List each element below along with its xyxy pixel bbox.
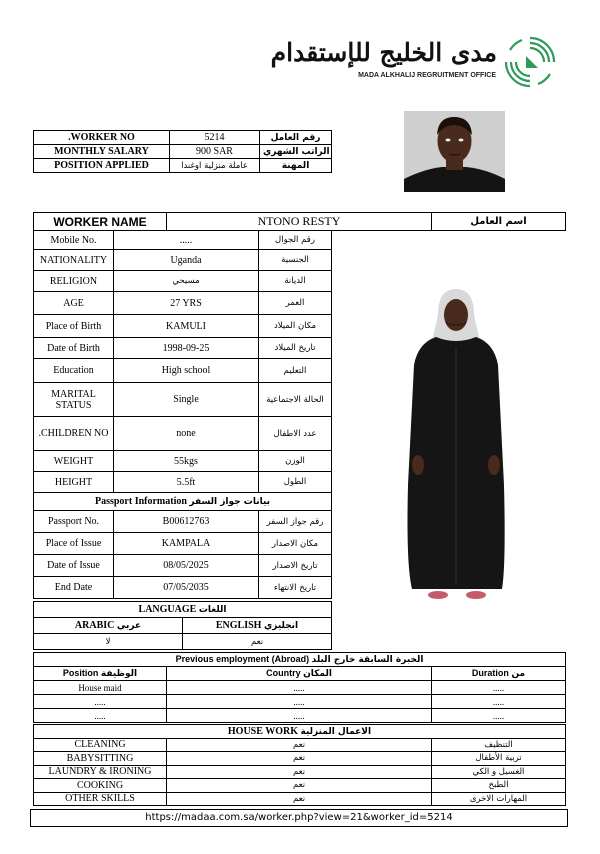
employment-duration: .....	[432, 695, 566, 709]
passport-value: B00612763	[114, 511, 259, 533]
previous-employment-table	[33, 652, 566, 723]
detail-label: MARITAL STATUS	[34, 383, 114, 417]
employment-country: .....	[167, 695, 432, 709]
salary-value: 900 SAR	[170, 145, 260, 159]
detail-label-ar: الطول	[259, 472, 332, 493]
employment-col-position-ar: الوظيفة	[100, 669, 138, 679]
house-work-value: نعم	[167, 765, 432, 779]
detail-value: 27 YRS	[114, 292, 259, 315]
house-work-label-ar: المهارات الاخرى	[432, 792, 566, 806]
employment-title-ar: الخبرة السابقة خارج البلد	[311, 655, 424, 665]
detail-label: Mobile No.	[34, 231, 114, 250]
detail-label: AGE	[34, 292, 114, 315]
detail-row	[34, 231, 332, 250]
logo-english-text: MADA ALKHALIJ REGRUITMENT OFFICE	[358, 72, 496, 79]
detail-row	[34, 250, 332, 271]
worker-name-label-ar: اسم العامل	[432, 213, 566, 231]
employment-col-position-en: Position	[62, 668, 99, 678]
salary-label: MONTHLY SALARY	[34, 145, 170, 159]
detail-value: Single	[114, 383, 259, 417]
detail-value: KAMULI	[114, 315, 259, 338]
language-arabic-header	[34, 618, 183, 634]
passport-label-ar: مكان الاصدار	[259, 533, 332, 555]
language-table	[33, 601, 332, 650]
language-title	[34, 602, 332, 618]
detail-row	[34, 472, 332, 493]
detail-label: RELIGION	[34, 271, 114, 292]
passport-title	[34, 493, 332, 511]
employment-row	[34, 681, 566, 695]
detail-row	[34, 417, 332, 451]
employment-position: House maid	[34, 681, 167, 695]
worker-no-label-ar: رقم العامل	[260, 131, 332, 145]
house-work-title	[34, 725, 566, 739]
worker-full-body-photo	[402, 285, 510, 605]
passport-label: Passport No.	[34, 511, 114, 533]
passport-label-ar: رقم جواز السفر	[259, 511, 332, 533]
detail-label-ar: التعليم	[259, 359, 332, 383]
house-work-table	[33, 724, 566, 806]
detail-row	[34, 451, 332, 472]
detail-row	[34, 315, 332, 338]
house-work-label-ar: الغسيل و الكي	[432, 765, 566, 779]
house-work-row	[34, 738, 566, 752]
position-row	[34, 159, 332, 173]
employment-col-duration-ar: من	[511, 669, 526, 679]
employment-title	[34, 653, 566, 667]
house-work-label: LAUNDRY & IRONING	[34, 765, 167, 779]
employment-title-en: Previous employment (Abroad)	[175, 654, 310, 664]
language-english-en: ENGLISH	[215, 620, 262, 631]
employment-position: .....	[34, 709, 167, 723]
house-work-value: نعم	[167, 792, 432, 806]
passport-value: 08/05/2025	[114, 555, 259, 577]
house-work-row	[34, 779, 566, 793]
passport-label-ar: تاريخ الاصدار	[259, 555, 332, 577]
detail-label: Date of Birth	[34, 338, 114, 359]
detail-label-ar: رقم الجوال	[259, 231, 332, 250]
house-work-label: OTHER SKILLS	[34, 792, 167, 806]
worker-no-value: 5214	[170, 131, 260, 145]
house-work-row	[34, 765, 566, 779]
language-english-ar: انجليزي	[263, 621, 299, 631]
house-work-row	[34, 752, 566, 766]
detail-row	[34, 292, 332, 315]
salary-row	[34, 145, 332, 159]
employment-col-country-en: Country	[266, 668, 301, 678]
passport-label: Date of Issue	[34, 555, 114, 577]
position-label-ar: المهنة	[260, 159, 332, 173]
detail-row	[34, 359, 332, 383]
passport-row	[34, 555, 332, 577]
worker-name-value: NTONO RESTY	[167, 213, 432, 231]
details-table	[33, 230, 332, 599]
summary-table	[33, 130, 332, 173]
detail-value: 55kgs	[114, 451, 259, 472]
house-work-label: BABYSITTING	[34, 752, 167, 766]
position-label: POSITION APPLIED	[34, 159, 170, 173]
language-title-en: LANGUAGE	[138, 604, 197, 615]
house-work-row	[34, 792, 566, 806]
house-work-label: CLEANING	[34, 738, 167, 752]
detail-row	[34, 338, 332, 359]
passport-row	[34, 511, 332, 533]
passport-title-ar: بيانات جواز السفر	[189, 497, 271, 507]
language-title-ar: اللغات	[198, 605, 227, 615]
employment-country: .....	[167, 681, 432, 695]
detail-label: Education	[34, 359, 114, 383]
employment-duration: .....	[432, 681, 566, 695]
detail-label-ar: عدد الاطفال	[259, 417, 332, 451]
logo-arabic-text: مدى الخليج للإستقدام	[270, 38, 497, 67]
employment-col-duration	[432, 667, 566, 681]
passport-label-ar: تاريخ الانتهاء	[259, 577, 332, 599]
employment-row	[34, 709, 566, 723]
worker-no-row	[34, 131, 332, 145]
detail-label-ar: الديانة	[259, 271, 332, 292]
detail-label-ar: الجنسية	[259, 250, 332, 271]
detail-label: Place of Birth	[34, 315, 114, 338]
detail-value: Uganda	[114, 250, 259, 271]
worker-no-label: .WORKER NO	[34, 131, 170, 145]
detail-value: none	[114, 417, 259, 451]
detail-label-ar: الوزن	[259, 451, 332, 472]
salary-label-ar: الراتب الشهري	[260, 145, 332, 159]
employment-col-country	[167, 667, 432, 681]
detail-value: 5.5ft	[114, 472, 259, 493]
passport-label: End Date	[34, 577, 114, 599]
worker-page-url[interactable]: https://madaa.com.sa/worker.php?view=21&worker_id=5214	[30, 809, 568, 827]
passport-value: KAMPALA	[114, 533, 259, 555]
house-work-label-ar: تربية الأطفال	[432, 752, 566, 766]
passport-value: 07/05/2035	[114, 577, 259, 599]
language-english-header	[183, 618, 332, 634]
worker-name-label: WORKER NAME	[34, 213, 167, 231]
house-work-value: نعم	[167, 738, 432, 752]
detail-label: .CHILDREN NO	[34, 417, 114, 451]
language-arabic-en: ARABIC	[74, 620, 115, 631]
employment-col-duration-en: Duration	[471, 668, 509, 678]
worker-headshot-photo	[404, 111, 505, 192]
passport-label: Place of Issue	[34, 533, 114, 555]
detail-value: 1998-09-25	[114, 338, 259, 359]
employment-position: .....	[34, 695, 167, 709]
detail-label: WEIGHT	[34, 451, 114, 472]
language-arabic-ar: عربي	[116, 621, 142, 631]
employment-row	[34, 695, 566, 709]
passport-row	[34, 533, 332, 555]
detail-row	[34, 271, 332, 292]
language-arabic-value: لا	[34, 634, 183, 650]
detail-label-ar: العمر	[259, 292, 332, 315]
detail-label: HEIGHT	[34, 472, 114, 493]
house-work-title-ar: الاعمال المنزلية	[300, 726, 372, 737]
house-work-label: COOKING	[34, 779, 167, 793]
company-logo-icon	[500, 32, 560, 92]
employment-duration: .....	[432, 709, 566, 723]
house-work-label-ar: الطبخ	[432, 779, 566, 793]
employment-col-position	[34, 667, 167, 681]
position-value: عاملة منزلية اوغندا	[170, 159, 260, 173]
detail-label-ar: تاريخ الميلاد	[259, 338, 332, 359]
detail-label-ar: مكان الميلاد	[259, 315, 332, 338]
employment-country: .....	[167, 709, 432, 723]
detail-label-ar: الحالة الاجتماعية	[259, 383, 332, 417]
house-work-value: نعم	[167, 752, 432, 766]
employment-col-country-ar: المكان	[303, 669, 332, 679]
worker-name-table	[33, 212, 566, 231]
detail-label: NATIONALITY	[34, 250, 114, 271]
detail-value: High school	[114, 359, 259, 383]
language-english-value: نعم	[183, 634, 332, 650]
house-work-value: نعم	[167, 779, 432, 793]
detail-row	[34, 383, 332, 417]
house-work-label-ar: التنظيف	[432, 738, 566, 752]
passport-title-en: Passport Information	[94, 496, 187, 507]
passport-row	[34, 577, 332, 599]
house-work-title-en: HOUSE WORK	[227, 725, 299, 737]
detail-value: مسيحي	[114, 271, 259, 292]
detail-value: .....	[114, 231, 259, 250]
